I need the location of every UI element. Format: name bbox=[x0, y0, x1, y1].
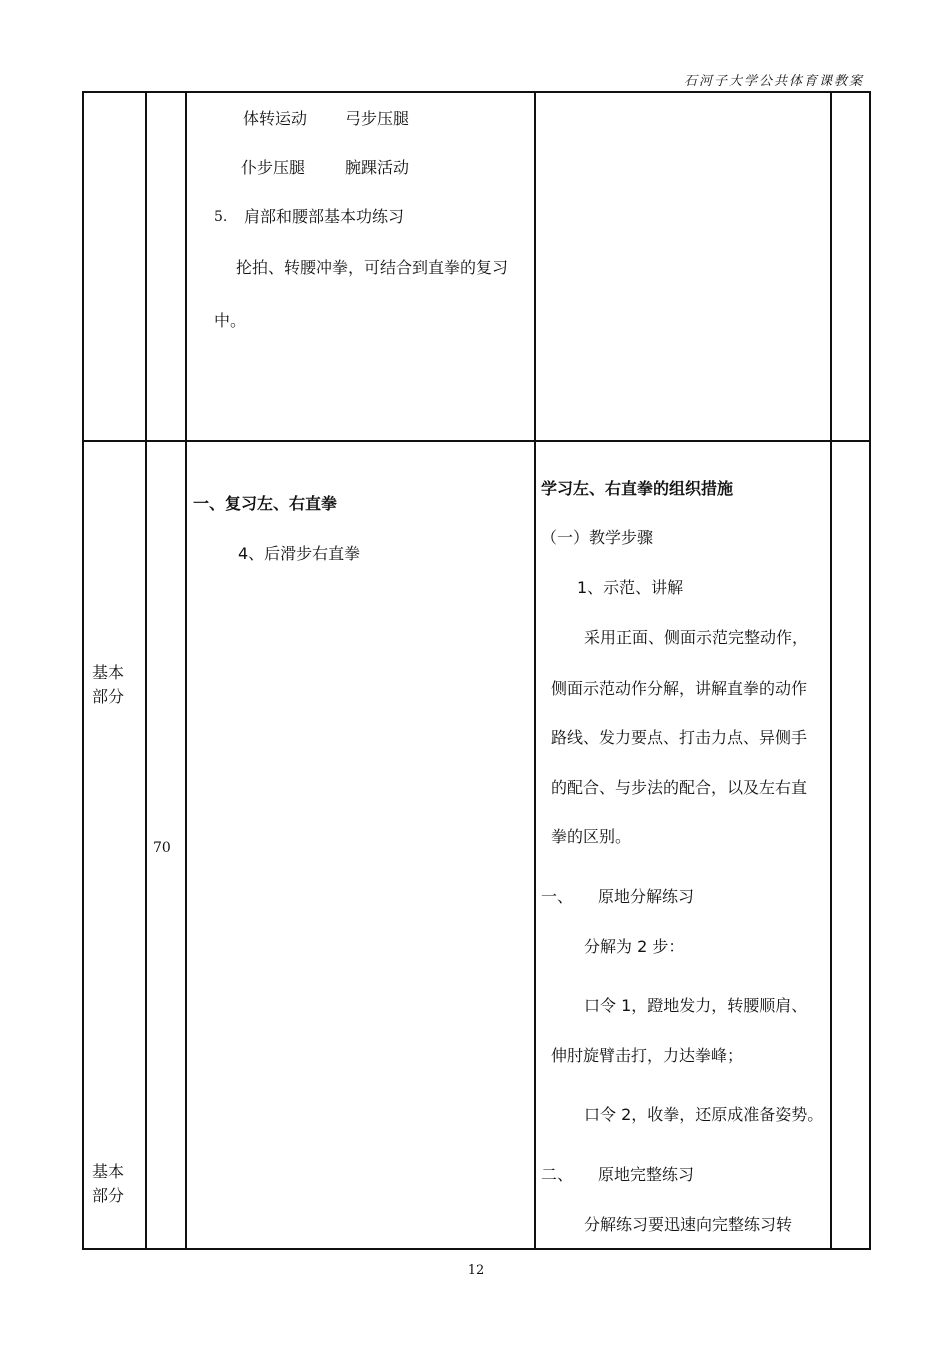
practice-line: 分解练习要迅速向完整练习转 bbox=[584, 1215, 793, 1234]
practice-title: 原地分解练习 bbox=[598, 887, 695, 906]
page-number: 12 bbox=[467, 1263, 485, 1278]
content-item: 4、后滑步右直拳 bbox=[238, 544, 361, 563]
content-line: 弓步压腿 bbox=[345, 109, 410, 128]
organization-heading: 学习左、右直拳的组织措施 bbox=[541, 479, 734, 498]
demo-line: 侧面示范动作分解，讲解直拳的动作 bbox=[551, 679, 808, 698]
content-heading: 一、复习左、右直拳 bbox=[193, 494, 338, 513]
content-line: 肩部和腰部基本功练习 bbox=[244, 207, 405, 226]
practice-number: 一、 bbox=[541, 887, 574, 906]
content-line: 仆步压腿 bbox=[241, 158, 306, 177]
column-divider-1 bbox=[145, 91, 147, 1250]
practice-number: 二、 bbox=[541, 1165, 574, 1184]
content-line: 中。 bbox=[214, 311, 247, 330]
demo-line: 路线、发力要点、打击力点、异侧手 bbox=[551, 728, 808, 747]
step-title: （一）教学步骤 bbox=[541, 528, 654, 547]
table-left-border bbox=[82, 91, 84, 1250]
part-label: 基本 部分 bbox=[92, 663, 125, 706]
practice-line: 口令 2，收拳，还原成准备姿势。 bbox=[584, 1105, 824, 1124]
table-bottom-border bbox=[82, 1248, 871, 1250]
table-right-border bbox=[869, 91, 871, 1250]
content-line: 体转运动 bbox=[243, 109, 308, 128]
demo-line: 拳的区别。 bbox=[551, 827, 632, 846]
section-divider bbox=[82, 440, 871, 442]
practice-line: 伸肘旋臂击打，力达拳峰； bbox=[551, 1046, 744, 1065]
practice-line: 分解为 2 步： bbox=[584, 937, 685, 956]
practice-title: 原地完整练习 bbox=[598, 1165, 695, 1184]
demo-line: 采用正面、侧面示范完整动作， bbox=[584, 628, 809, 647]
column-divider-3 bbox=[534, 91, 536, 1250]
column-divider-2 bbox=[185, 91, 187, 1250]
document-header: 石河子大学公共体育课教案 bbox=[683, 74, 864, 89]
demo-line: 的配合、与步法的配合，以及左右直 bbox=[551, 778, 808, 797]
table-top-border bbox=[82, 91, 871, 93]
content-line: 腕踝活动 bbox=[345, 158, 410, 177]
time-minutes: 70 bbox=[153, 840, 171, 856]
part-label: 基本 部分 bbox=[92, 1162, 125, 1205]
list-number: 5. bbox=[214, 209, 228, 225]
content-line: 抡拍、转腰冲拳，可结合到直拳的复习 bbox=[236, 258, 509, 277]
column-divider-4 bbox=[830, 91, 832, 1250]
demo-title: 1、示范、讲解 bbox=[577, 578, 684, 597]
practice-line: 口令 1，蹬地发力，转腰顺肩、 bbox=[584, 996, 808, 1015]
